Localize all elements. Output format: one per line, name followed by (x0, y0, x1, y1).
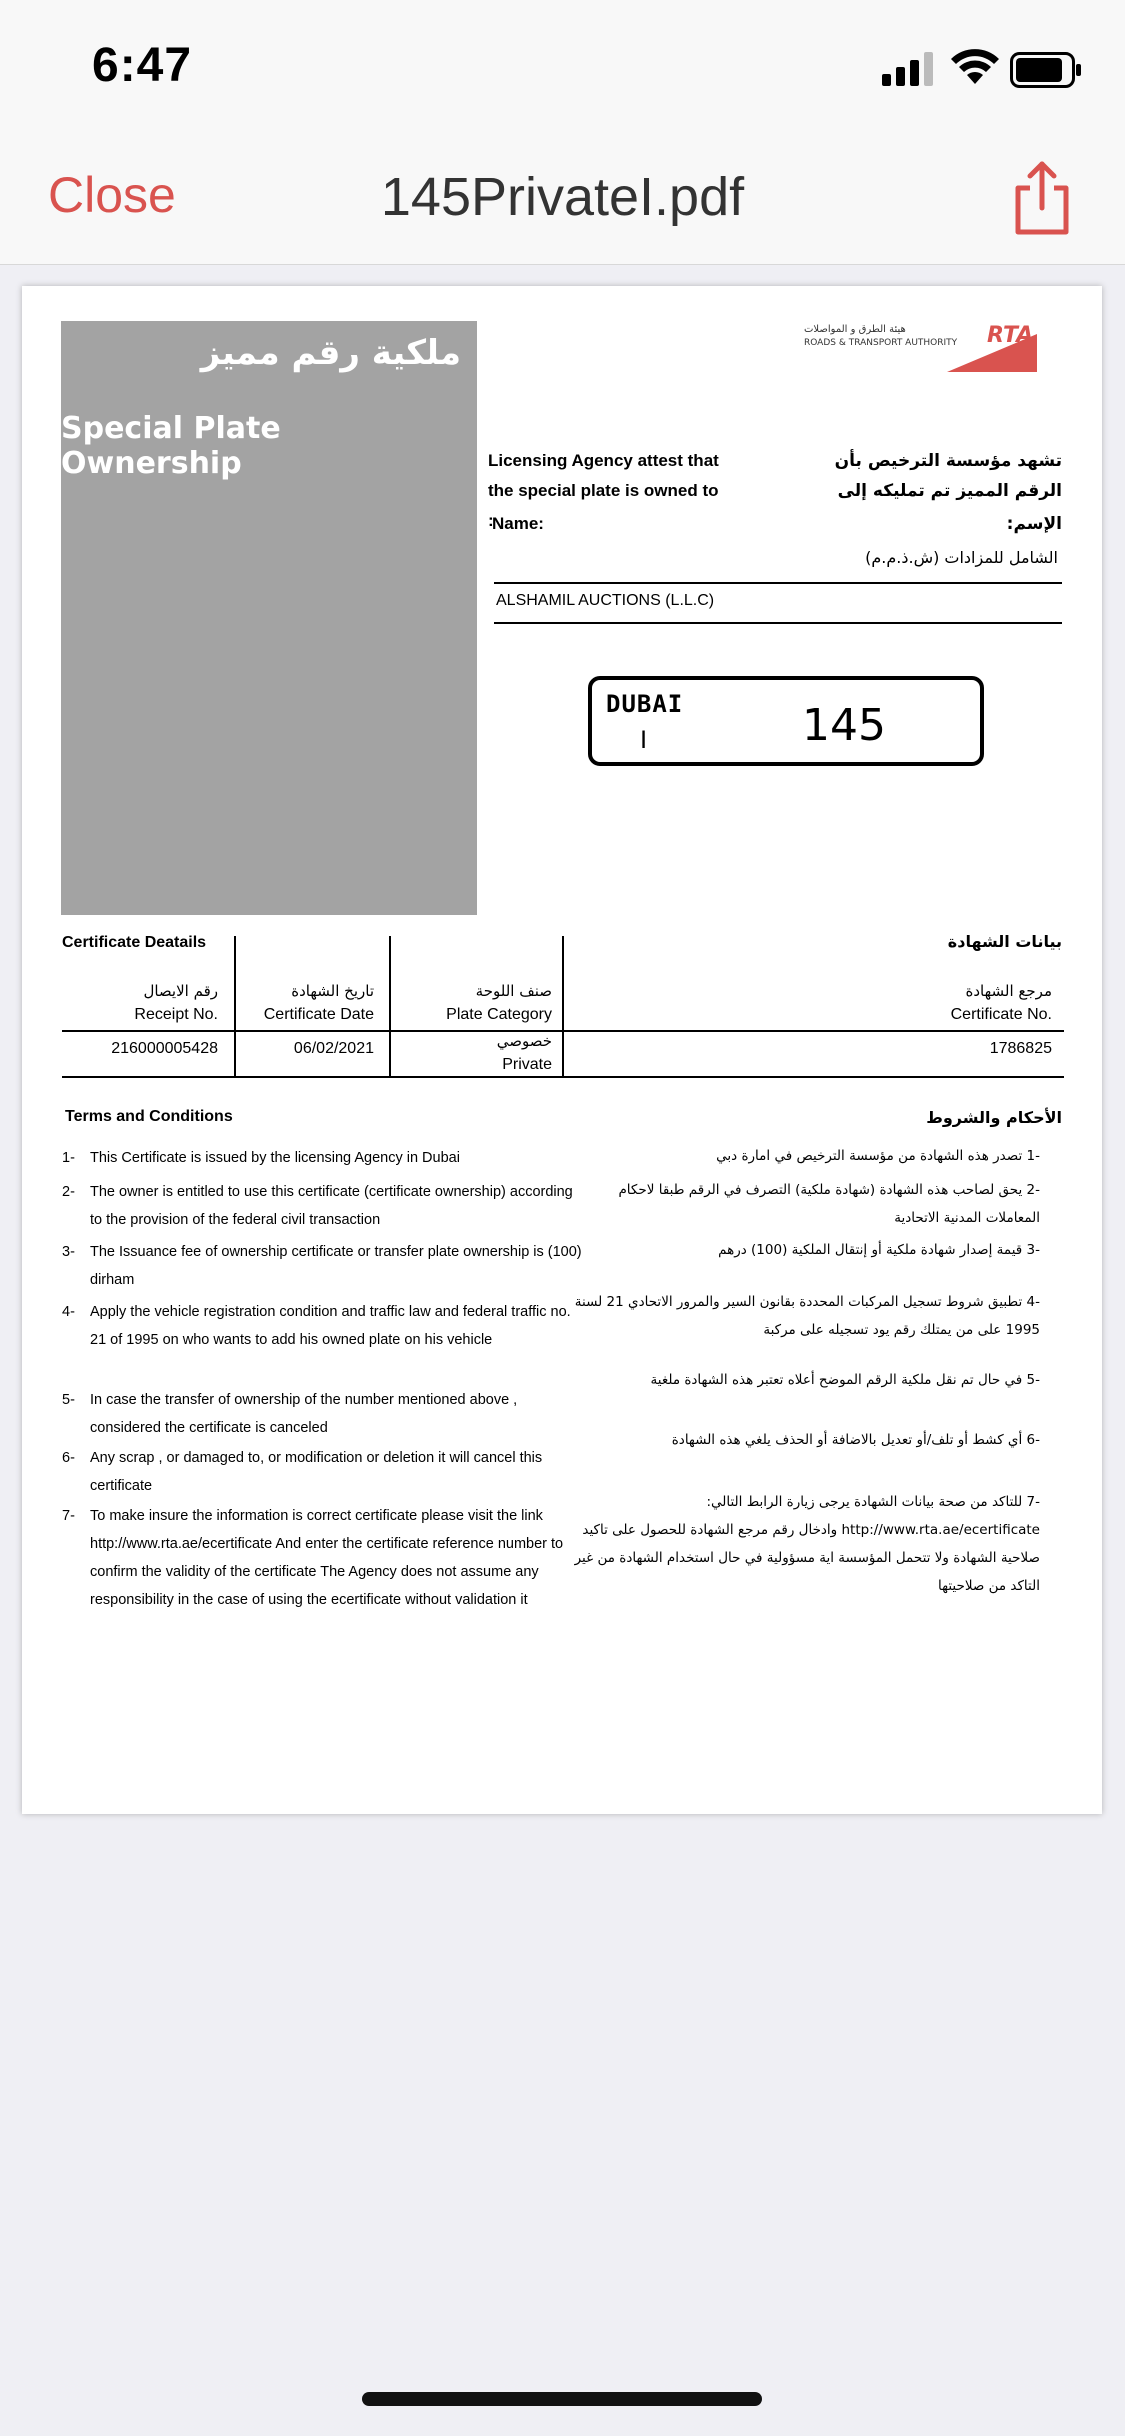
term-number: 5- (62, 1392, 75, 1408)
term-text: Apply the vehicle registration condition and traffic law and federal traffic no. 21 of 1995 on who wants to add his owned plate on his vehicle (90, 1304, 571, 1348)
divider (494, 582, 1062, 584)
plate-category-value: Private (502, 1056, 552, 1073)
plate-number: 145 (802, 700, 886, 751)
term-item-ar: -3 قيمة إصدار شهادة ملكية أو إنتقال الملكية (100) درهم (718, 1242, 1040, 1258)
rta-name-ar: هيئة الطرق و المواصلات (804, 324, 906, 335)
term-number: 6- (62, 1450, 75, 1466)
term-item-ar: -2 يحق لصاحب هذه الشهادة (شهادة ملكية) التصرف في الرقم طبقا لاحكام المعاملات المدنية الاتحادية (618, 1182, 1040, 1226)
battery-icon (1010, 52, 1082, 88)
plate-category-label-en: Plate Category (446, 1006, 552, 1023)
term-item-en (62, 1502, 582, 1614)
term-text: The owner is entitled to use this certificate (certificate ownership) according to the provision of the federal civil transaction (90, 1184, 573, 1228)
term-number: 4- (62, 1304, 75, 1320)
document-title: 145PrivateI.pdf (380, 167, 745, 227)
license-plate (588, 676, 984, 766)
wifi-icon (950, 48, 1000, 86)
plate-emirate: DUBAI (606, 690, 684, 718)
status-bar (0, 0, 1125, 135)
cellular-signal-icon (882, 52, 936, 86)
terms-title-en: Terms and Conditions (65, 1108, 233, 1125)
name-label-en: Name: (492, 514, 544, 533)
receipt-no-label-ar: رقم الايصال (143, 982, 218, 1000)
term-number: 3- (62, 1244, 75, 1260)
header-panel (61, 321, 477, 915)
certificate-date-label-ar: تاريخ الشهادة (291, 982, 374, 1000)
attest-text-en: Licensing Agency attest that the special plate is owned to : (488, 451, 719, 530)
home-indicator[interactable] (362, 2392, 762, 2406)
table-divider (389, 936, 391, 1078)
certificate-no-label-en: Certificate No. (950, 1006, 1052, 1023)
term-item-en (62, 1298, 582, 1354)
term-text: This Certificate is issued by the licensing Agency in Dubai (90, 1150, 460, 1166)
navigation-bar (0, 0, 1125, 265)
table-divider (62, 1030, 1064, 1032)
rta-logo-text: RTA (987, 323, 1034, 348)
share-icon[interactable] (1010, 158, 1074, 236)
term-text: The Issuance fee of ownership certificate or transfer plate ownership is (100) dirham (90, 1244, 582, 1288)
term-item-en (62, 1238, 582, 1294)
term-item-en (62, 1444, 582, 1500)
certificate-date-value: 06/02/2021 (293, 1040, 374, 1057)
name-label-ar: الإسم: (1006, 514, 1062, 534)
term-text: To make insure the information is correct certificate please visit the link http://www.rta.ae/ecertificate And enter the certificate reference number to confirm the validity of the certificate The Agency does not assume any responsibility in the case of using the ecertificate without validation it (90, 1508, 564, 1608)
term-number: 1- (62, 1150, 75, 1166)
divider (494, 622, 1062, 624)
table-divider (234, 936, 236, 1078)
plate-category-label-ar: صنف اللوحة (475, 982, 552, 1000)
term-item-ar: -6 أي كشط أو تلف/أو تعديل بالاضافة أو الحذف يلغي هذه الشهادة (671, 1432, 1040, 1448)
cert-details-title-ar: بيانات الشهادة (947, 932, 1062, 951)
plate-code: I (640, 726, 648, 754)
table-divider (62, 1076, 1064, 1078)
header-title-en: Special Plate Ownership (61, 411, 281, 481)
term-item-ar: -7 للتاكد من صحة بيانات الشهادة يرجى زيارة الرابط التالي: http://www.rta.ae/ecertificate وادخال رقم مرجع الشهادة للحصول على تاكيد صلاحية الشهادة ولا تتحمل المؤسسة اية مسؤولية في حال استخدام الشهادة من غير التاكد من صلاحيتها (574, 1494, 1040, 1594)
certificate-date-label-en: Certificate Date (263, 1006, 374, 1023)
status-time: 6:47 (92, 39, 193, 92)
certificate-no-label-ar: مرجع الشهادة (965, 982, 1052, 1000)
table-divider (562, 936, 564, 1078)
certificate-table (62, 936, 1064, 1078)
term-item-ar: -1 تصدر هذه الشهادة من مؤسسة الترخيص في امارة دبي (716, 1148, 1040, 1164)
term-number: 7- (62, 1508, 75, 1524)
term-item-en (62, 1386, 582, 1442)
term-item-ar: -5 في حال تم نقل ملكية الرقم الموضح أعلاه تعتبر هذه الشهادة ملغية (650, 1372, 1040, 1388)
rta-name-en: ROADS & TRANSPORT AUTHORITY (804, 338, 958, 348)
terms-title-ar: الأحكام والشروط (926, 1108, 1062, 1127)
term-item-en (62, 1144, 582, 1172)
cert-details-title-en: Certificate Deatails (62, 934, 207, 951)
term-text: Any scrap , or damaged to, or modification or deletion it will cancel this certificate (90, 1450, 543, 1494)
term-item-en (62, 1178, 582, 1234)
term-number: 2- (62, 1184, 75, 1200)
attest-text-ar: تشهد مؤسسة الترخيص بأن الرقم المميز تم تمليكه إلى (834, 451, 1062, 501)
pdf-page[interactable] (22, 286, 1102, 1814)
term-text: In case the transfer of ownership of the number mentioned above , considered the certificate is canceled (90, 1392, 518, 1436)
receipt-no-value: 216000005428 (111, 1040, 218, 1057)
plate-category-value-ar: خصوصي (496, 1032, 552, 1050)
certificate-no-value: 1786825 (989, 1040, 1052, 1057)
owner-name-en: ALSHAMIL AUCTIONS (L.L.C) (496, 592, 715, 609)
header-title-ar: ملكية رقم مميز (200, 333, 461, 373)
owner-name-ar: الشامل للمزادات (ش.ذ.م.م) (865, 548, 1058, 567)
receipt-no-label-en: Receipt No. (134, 1006, 218, 1023)
close-button[interactable]: Close (48, 167, 176, 223)
term-item-ar: -4 تطبيق شروط تسجيل المركبات المحددة بقانون السير والمرور الاتحادي 21 لسنة 1995 على من يمتلك رقم يود تسجيله على مركبة (574, 1294, 1040, 1338)
rta-mark-icon (937, 316, 1047, 376)
